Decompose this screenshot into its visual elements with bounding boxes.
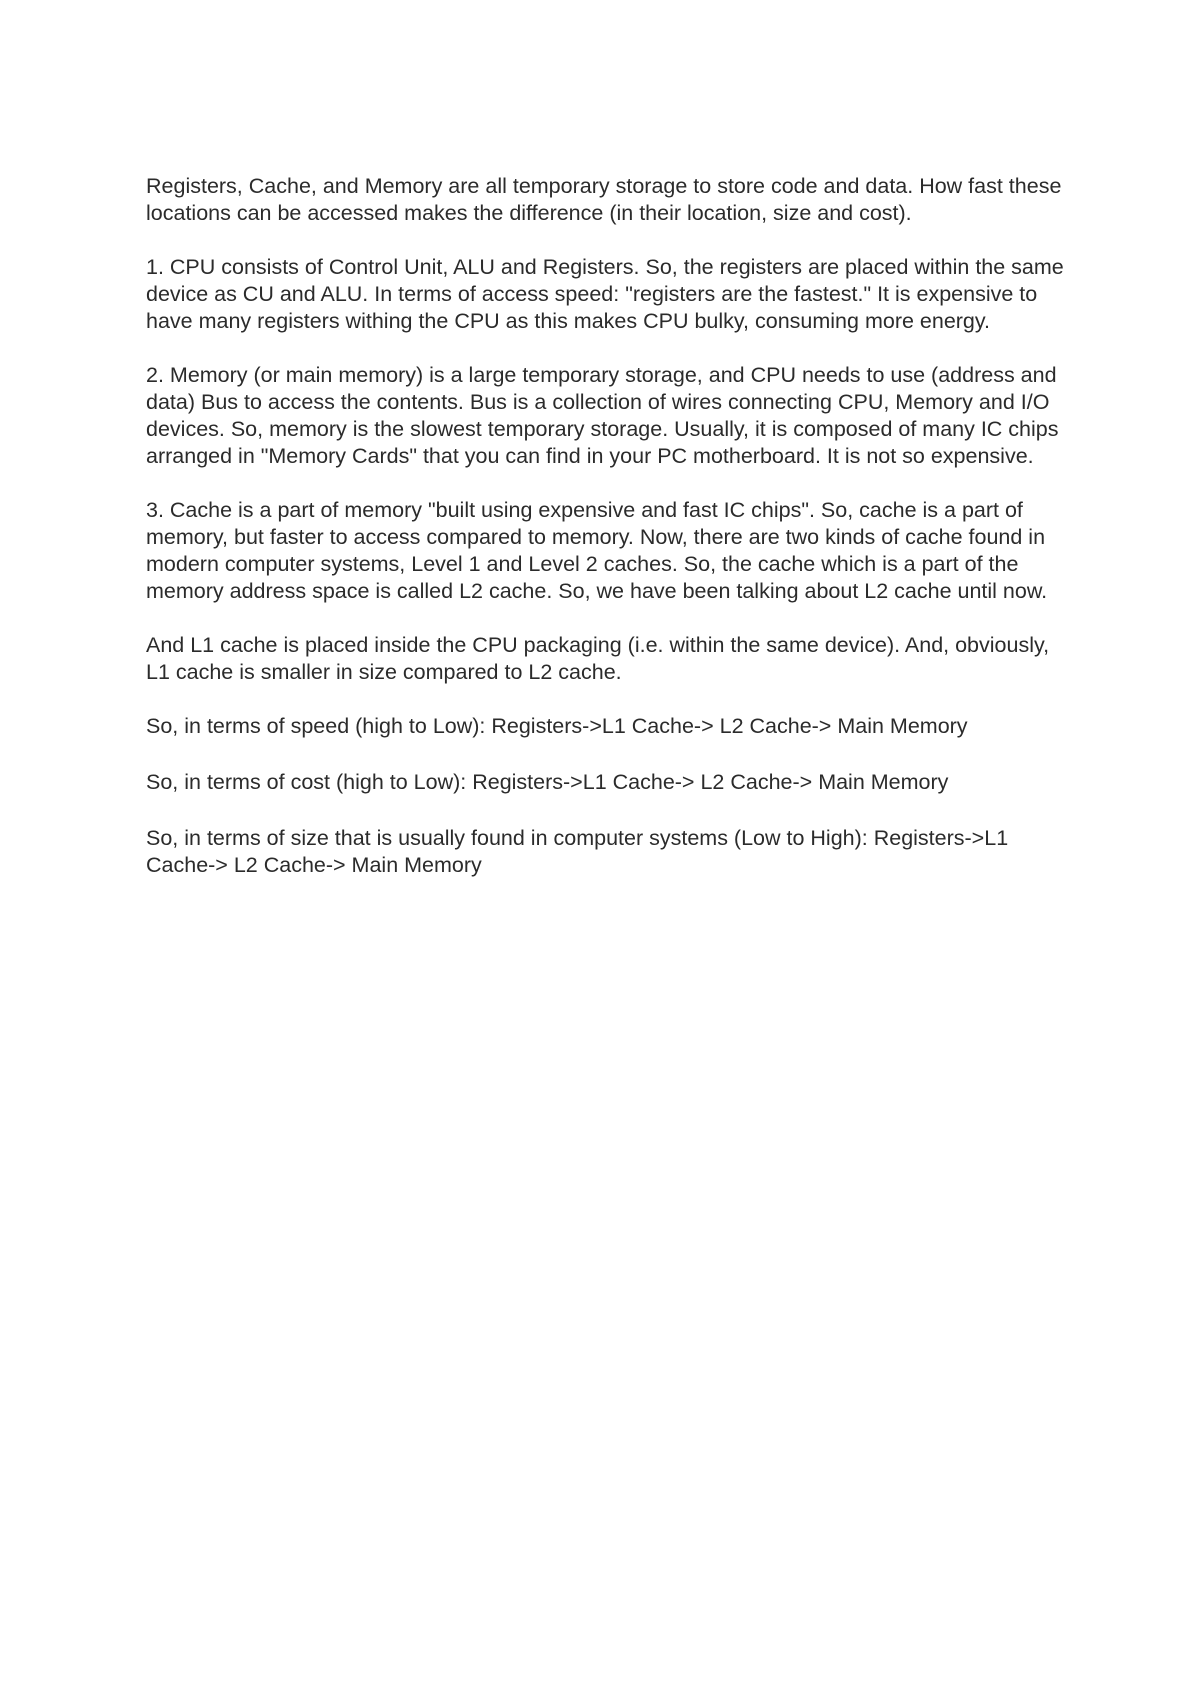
l1-cache-paragraph: And L1 cache is placed inside the CPU packaging (i.e. within the same device). And, obviously, L1 cache is smaller in size compared to L2 cache. [146,633,1050,684]
size-order-paragraph: So, in terms of size that is usually found in computer systems (Low to High): Registers->L1 Cache-> L2 Cache-> Main Memory [146,826,1009,877]
memory-paragraph: 2. Memory (or main memory) is a large temporary storage, and CPU needs to use (address and data) Bus to access the contents. Bus is a collection of wires connecting CPU, Memory and I/O devices. So, memory is the slowest temporary storage. Usually, it is composed of many IC chips arranged in "Memory Cards" that you can find in your PC motherboard. It is not so expensive. [146,363,1059,468]
cost-order-paragraph: So, in terms of cost (high to Low): Registers->L1 Cache-> L2 Cache-> Main Memory [146,770,949,794]
intro-paragraph: Registers, Cache, and Memory are all temporary storage to store code and data. How fast these locations can be accessed makes the difference (in their location, size and cost). [146,174,1062,225]
cpu-paragraph: 1. CPU consists of Control Unit, ALU and Registers. So, the registers are placed within the same device as CU and ALU. In terms of access speed: "registers are the fastest." It is expensive to have many registers withing the CPU as this makes CPU bulky, consuming more energy. [146,255,1064,333]
document-body [146,173,1066,906]
speed-order-paragraph: So, in terms of speed (high to Low): Registers->L1 Cache-> L2 Cache-> Main Memory [146,714,968,738]
cache-paragraph: 3. Cache is a part of memory "built using expensive and fast IC chips". So, cache is a part of memory, but faster to access compared to memory. Now, there are two kinds of cache found in modern computer systems, Level 1 and Level 2 caches. So, the cache which is a part of the memory address space is called L2 cache. So, we have been talking about L2 cache until now. [146,498,1048,603]
